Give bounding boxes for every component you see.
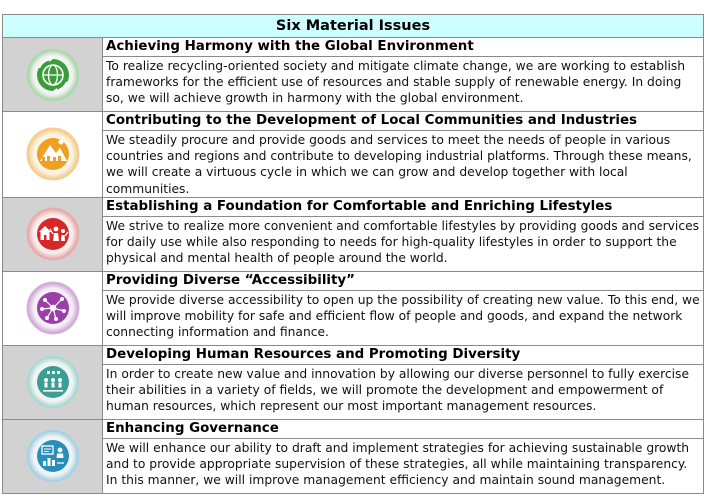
issue-icon-cell: [3, 271, 103, 345]
table-header: Six Material Issues: [3, 15, 704, 38]
issue-icon-cell: [3, 38, 103, 112]
governance-chart-icon: [26, 429, 80, 483]
issue-icon-cell: [3, 112, 103, 198]
issue-content: [103, 419, 704, 493]
issue-title: Providing Diverse “Accessibility”: [103, 272, 703, 291]
material-issues-panel: [2, 14, 703, 494]
network-nodes-icon: [26, 281, 80, 335]
issue-description: To realize recycling-oriented society and mitigate climate change, we are working to establish frameworks for the efficient use of resources and stable supply of renewable energy. In doing so, we will achieve growth in harmony with the global environment.: [106, 59, 686, 106]
globe-recycle-icon: [26, 48, 80, 102]
issue-description: We provide diverse accessibility to open up the possibility of creating new value. To this end, we will improve mobility for safe and efficient flow of people and goods, and expand the network connecting information and finance.: [106, 292, 700, 340]
issue-row: [3, 112, 704, 198]
issue-icon-cell: [3, 197, 103, 271]
issue-description: We steadily procure and provide goods and services to meet the needs of people in various countries and regions and contribute to developing industrial platforms. Through these means, we will create a virtuous cycle in which we can grow and develop together with local communities.: [106, 133, 692, 196]
issue-content: [103, 38, 704, 112]
issue-title: Developing Human Resources and Promoting Diversity: [103, 346, 703, 365]
issue-icon-cell: [3, 345, 103, 419]
issue-title: Enhancing Governance: [103, 420, 703, 439]
issue-content: [103, 271, 704, 345]
issue-row: [3, 345, 704, 419]
issue-description: In order to create new value and innovation by allowing our diverse personnel to fully exercise their abilities in a variety of fields, we will promote the development and empowerment of human resources, which represent our most important management resources.: [106, 366, 690, 414]
issue-row: [3, 271, 704, 345]
issue-description: We strive to realize more convenient and comfortable lifestyles by providing goods and services for daily use while also responding to needs for high-quality lifestyles in order to support the physical and mental health of people around the world.: [106, 218, 700, 266]
family-house-icon: [26, 207, 80, 261]
material-issues-table: [2, 14, 704, 494]
issue-row: [3, 197, 704, 271]
issue-icon-cell: [3, 419, 103, 493]
issue-content: [103, 345, 704, 419]
issue-title: Achieving Harmony with the Global Environment: [103, 38, 703, 57]
issue-content: [103, 197, 704, 271]
community-mountain-icon: [26, 127, 80, 181]
issue-row: [3, 419, 704, 493]
issue-title: Contributing to the Development of Local Communities and Industries: [103, 112, 703, 131]
people-group-icon: [26, 355, 80, 409]
issue-description: We will enhance our ability to draft and implement strategies for achieving sustainable growth and to provide appropriate supervision of these strategies, all while maintaining transparency. In this manner, we will improve management efficiency and maintain sound management.: [106, 440, 690, 488]
issue-content: [103, 112, 704, 198]
issue-row: [3, 38, 704, 112]
issue-title: Establishing a Foundation for Comfortable and Enriching Lifestyles: [103, 198, 703, 217]
